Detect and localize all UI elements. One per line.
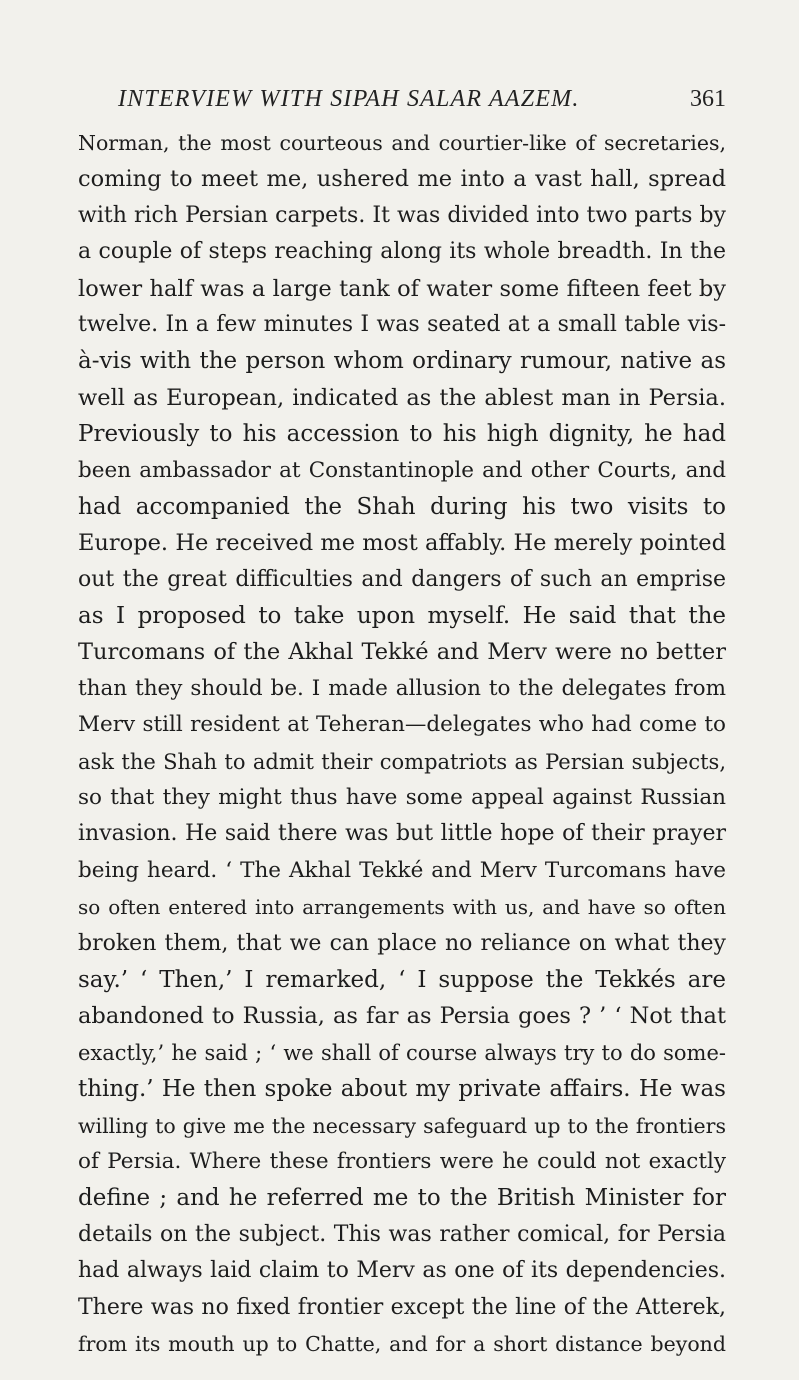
text-line: so that they might thus have some appeal against Russian	[78, 785, 726, 811]
text-line: There was no fixed frontier except the line of the Atterek,	[78, 1294, 726, 1320]
text-line: with rich Persian carpets. It was divided into two parts by	[78, 202, 726, 228]
text-line: so often entered into arrangements with us, and have so often	[78, 895, 726, 920]
text-line: twelve. In a few minutes I was seated at a small table vis-	[78, 311, 726, 337]
text-line: from its mouth up to Chatte, and for a short distance beyond	[78, 1331, 726, 1356]
text-line: as I proposed to take upon myself. He said that the	[78, 603, 726, 630]
text-line: well as European, indicated as the ablest man in Persia.	[78, 384, 726, 411]
text-line: Merv still resident at Teheran—delegates who had come to	[78, 712, 726, 738]
text-line: Previously to his accession to his high dignity, he had	[78, 421, 726, 448]
body-text	[78, 125, 726, 1362]
text-line: say.’ ‘ Then,’ I remarked, ‘ I suppose the Tekkés are	[78, 966, 726, 993]
text-line: lower half was a large tank of water some fifteen feet by	[78, 275, 726, 302]
text-line: willing to give me the necessary safeguard up to the frontiers	[78, 1113, 726, 1138]
text-line: than they should be. I made allusion to the delegates from	[78, 675, 726, 701]
text-line: Norman, the most courteous and courtier-like of secretaries,	[78, 131, 726, 155]
text-line: Turcomans of the Akhal Tekké and Merv were no better	[78, 639, 726, 666]
text-line: details on the subject. This was rather comical, for Persia	[78, 1221, 726, 1247]
text-line: had always laid claim to Merv as one of its dependencies.	[78, 1258, 726, 1284]
text-line: Europe. He received me most affably. He merely pointed	[78, 530, 726, 557]
text-line: had accompanied the Shah during his two visits to	[78, 493, 726, 520]
running-title: INTERVIEW WITH SIPAH SALAR AAZEM.	[118, 86, 580, 112]
page-number: 361	[690, 86, 726, 112]
text-line: a couple of steps reaching along its whole breadth. In the	[78, 239, 726, 265]
text-line: coming to meet me, ushered me into a vast hall, spread	[78, 166, 726, 193]
running-head	[118, 86, 726, 120]
text-line: invasion. He said there was but little hope of their prayer	[78, 821, 726, 847]
text-line: of Persia. Where these frontiers were he could not exactly	[78, 1148, 726, 1174]
text-line: ask the Shah to admit their compatriots as Persian subjects,	[78, 749, 726, 774]
text-line: abandoned to Russia, as far as Persia goes ? ’ ‘ Not that	[78, 1003, 726, 1030]
text-line: out the great difficulties and dangers of such an emprise	[78, 566, 726, 592]
text-line: exactly,’ he said ; ‘ we shall of course always try to do some-	[78, 1040, 726, 1065]
text-line: broken them, that we can place no reliance on what they	[78, 930, 726, 956]
text-line: thing.’ He then spoke about my private affairs. He was	[78, 1076, 726, 1103]
text-line: been ambassador at Constantinople and other Courts, and	[78, 457, 726, 483]
text-line: being heard. ‘ The Akhal Tekké and Merv Turcomans have	[78, 857, 726, 883]
text-line: define ; and he referred me to the British Minister for	[78, 1185, 726, 1212]
text-line: à-vis with the person whom ordinary rumour, native as	[78, 348, 726, 375]
